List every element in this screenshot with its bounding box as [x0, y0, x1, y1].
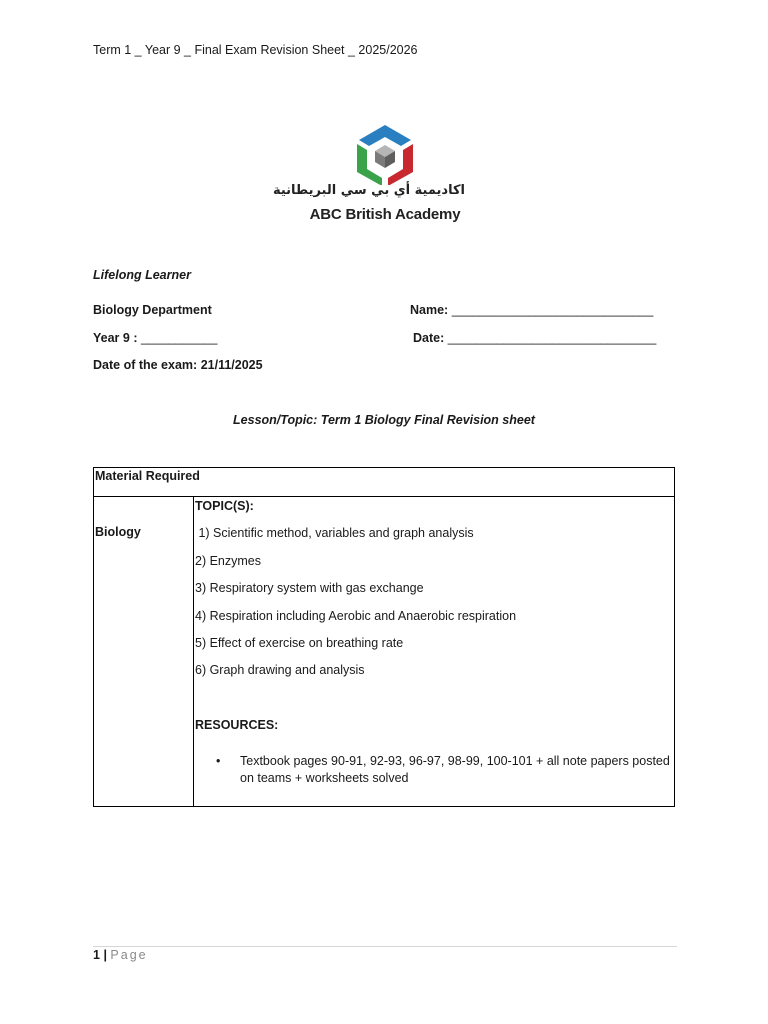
date-field	[413, 331, 656, 345]
footer-divider	[93, 946, 677, 947]
topic-item: 2) Enzymes	[195, 553, 261, 568]
school-logo	[272, 123, 465, 227]
exam-date-label: Date of the exam:	[93, 358, 198, 372]
exam-date-value: 21/11/2025	[200, 358, 263, 372]
exam-date	[93, 358, 263, 372]
logo-english-name: ABC British Academy	[309, 206, 461, 223]
topic-item: 5) Effect of exercise on breathing rate	[195, 635, 404, 650]
motto: Lifelong Learner	[93, 268, 191, 282]
page-label: Page	[110, 948, 148, 962]
resource-item	[194, 753, 674, 788]
lesson-topic: Lesson/Topic: Term 1 Biology Final Revision sheet	[233, 413, 535, 427]
table-body-row	[94, 497, 675, 807]
page-footer	[93, 948, 148, 962]
subject-label: Biology	[95, 525, 141, 539]
topic-item: 4) Respiration including Aerobic and Anaerobic respiration	[195, 608, 517, 623]
materials-table	[93, 467, 675, 807]
bullet-icon: •	[216, 753, 221, 768]
name-field	[410, 303, 653, 317]
resources-heading: RESOURCES:	[195, 718, 279, 733]
resource-text: Textbook pages 90-91, 92-93, 96-97, 98-99, 100-101 + all note papers posted on teams + worksheets solved	[240, 753, 670, 786]
name-blank: _____________________________	[451, 303, 654, 317]
subject-cell	[94, 497, 194, 807]
department: Biology Department	[93, 303, 212, 317]
year-label: Year 9 :	[93, 331, 138, 345]
topic-item: 1) Scientific method, variables and graph analysis	[195, 526, 474, 541]
logo-arabic-name: اكاديمية أي بي سي البريطانية	[272, 183, 465, 198]
footer-separator: |	[103, 948, 107, 962]
year-blank: ___________	[140, 331, 218, 345]
date-label: Date:	[413, 331, 445, 345]
topic-item: 3) Respiratory system with gas exchange	[195, 581, 424, 596]
topics-cell	[194, 497, 675, 807]
academy-emblem-icon	[305, 123, 465, 185]
table-header-row	[94, 468, 675, 497]
resources-list	[194, 753, 674, 788]
year-field	[93, 331, 217, 345]
material-required-heading: Material Required	[95, 469, 200, 483]
date-blank: ______________________________	[447, 331, 657, 345]
page-number: 1	[93, 948, 100, 962]
topics-heading: TOPIC(S):	[195, 499, 254, 513]
page-header: Term 1 _ Year 9 _ Final Exam Revision Sheet _ 2025/2026	[93, 43, 418, 57]
spacer	[194, 690, 674, 717]
name-label: Name:	[410, 303, 449, 317]
table-header-cell	[94, 468, 675, 497]
topic-item: 6) Graph drawing and analysis	[195, 663, 365, 678]
